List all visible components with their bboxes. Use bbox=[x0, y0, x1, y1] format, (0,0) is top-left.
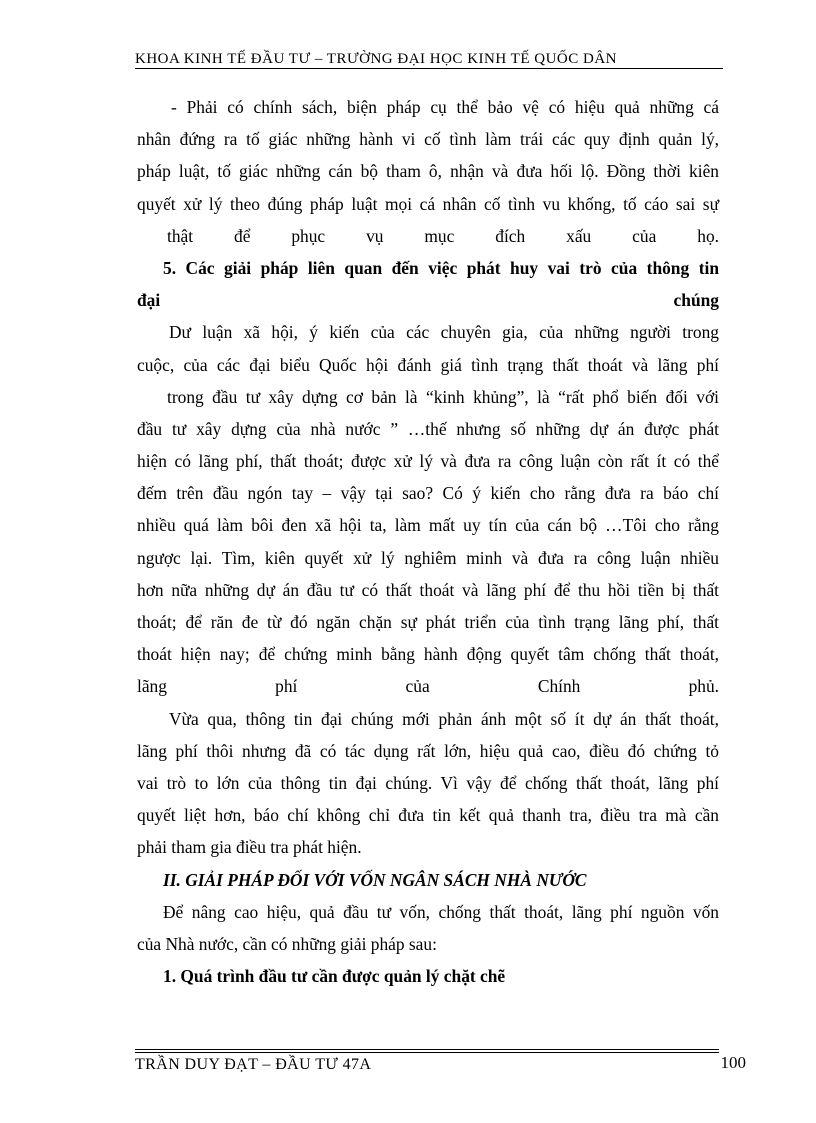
text-line: trong đầu tư xây dựng cơ bản là “kinh khủng”, là “rất phổ biến đối với bbox=[167, 386, 719, 407]
text-line: cuộc, của các đại biểu Quốc hội đánh giá tình trạng thất thoát và lãng phí bbox=[137, 354, 719, 375]
text-line: - Phải có chính sách, biện pháp cụ thể bảo vệ có hiệu quả những cá bbox=[171, 97, 719, 117]
text-line: thoát hiện nay; để chứng minh bằng hành động quyết tâm chống thất thoát, bbox=[137, 644, 719, 665]
text-line: lãng phí của Chính phủ. bbox=[137, 676, 719, 697]
text-line: quyết xử lý theo đúng pháp luật mọi cá nhân cố tình vu khống, tố cáo sai sự bbox=[137, 193, 719, 214]
paragraph-mass-media bbox=[137, 703, 719, 864]
footer-author: TRẦN DUY ĐẠT – ĐẦU TƯ 47A bbox=[135, 1056, 372, 1073]
text-line: nhân đứng ra tố giác những hành vi cố tình làm trái các quy định quản lý, bbox=[137, 129, 719, 150]
text-line: nhiều quá làm bôi đen xã hội ta, làm mất uy tín của cán bộ …Tôi cho rằng bbox=[137, 515, 719, 536]
text-line: vai trò to lớn của thông tin đại chúng. Vì vậy để chống thất thoát, lãng phí bbox=[137, 772, 719, 793]
section-heading-5 bbox=[137, 252, 719, 316]
text-line: ngược lại. Tìm, kiên quyết xử lý nghiêm minh và đưa ra công luận nhiều bbox=[137, 547, 719, 568]
text-line: lãng phí thôi nhưng đã có tác dụng rất lớn, hiệu quả cao, điều đó chứng tỏ bbox=[137, 740, 719, 761]
text-line: pháp luật, tố giác những cán bộ tham ô, nhận và đưa hối lộ. Đồng thời kiên bbox=[137, 161, 719, 182]
text-line: Vừa qua, thông tin đại chúng mới phản ánh một số ít dự án thất thoát, bbox=[169, 708, 719, 729]
heading-line: đại chúng bbox=[137, 290, 719, 311]
paragraph-public-opinion bbox=[137, 316, 719, 702]
text-line: đếm trên đầu ngón tay – vậy tại sao? Có ý kiến cho rằng đưa ra báo chí bbox=[137, 483, 719, 504]
text-line: hơn nữa những dự án đầu tư có thất thoát và lãng phí để thu hồi tiền bị thất bbox=[137, 579, 719, 600]
text-line: thật để phục vụ mục đích xấu của họ. bbox=[167, 225, 719, 246]
paragraph-whistleblower-protection bbox=[137, 91, 719, 252]
text-line: Để nâng cao hiệu, quả đầu tư vốn, chống thất thoát, lãng phí nguồn vốn bbox=[163, 901, 719, 922]
text-line: thoát; để răn đe từ đó ngăn chặn sự phát triển của tình trạng lãng phí, thất bbox=[137, 612, 719, 632]
footer-rule-top bbox=[135, 1049, 719, 1050]
text-line: quyết liệt hơn, báo chí không chỉ đưa tin kết quả thanh tra, điều tra mà cần bbox=[137, 805, 719, 826]
paragraph-state-budget bbox=[137, 896, 719, 960]
subsection-heading-1: 1. Quá trình đầu tư cần được quản lý chặt chẽ bbox=[163, 966, 506, 987]
text-line: đầu tư xây dựng của nhà nước ” …thế nhưng số những dự án được phát bbox=[137, 418, 719, 439]
page-number: 100 bbox=[720, 1053, 746, 1072]
text-line: của Nhà nước, cần có những giải pháp sau: bbox=[137, 933, 437, 954]
header-rule bbox=[135, 68, 723, 69]
document-body bbox=[137, 91, 719, 992]
text-line: Dư luận xã hội, ý kiến của các chuyên gia, của những người trong bbox=[169, 322, 719, 343]
section-heading-ii: II. GIẢI PHÁP ĐỐI VỚI VỐN NGÂN SÁCH NHÀ NƯỚC bbox=[163, 869, 587, 890]
text-line: phải tham gia điều tra phát hiện. bbox=[137, 837, 362, 858]
heading-line: 5. Các giải pháp liên quan đến việc phát huy vai trò của thông tin bbox=[163, 257, 719, 278]
footer-rule-bottom bbox=[135, 1052, 719, 1053]
page-header: KHOA KINH TẾ ĐẦU TƯ – TRƯỜNG ĐẠI HỌC KINH TẾ QUỐC DÂN bbox=[135, 51, 617, 67]
text-line: hiện có lãng phí, thất thoát; được xử lý và đưa ra công luận còn rất ít có thể bbox=[137, 451, 719, 472]
